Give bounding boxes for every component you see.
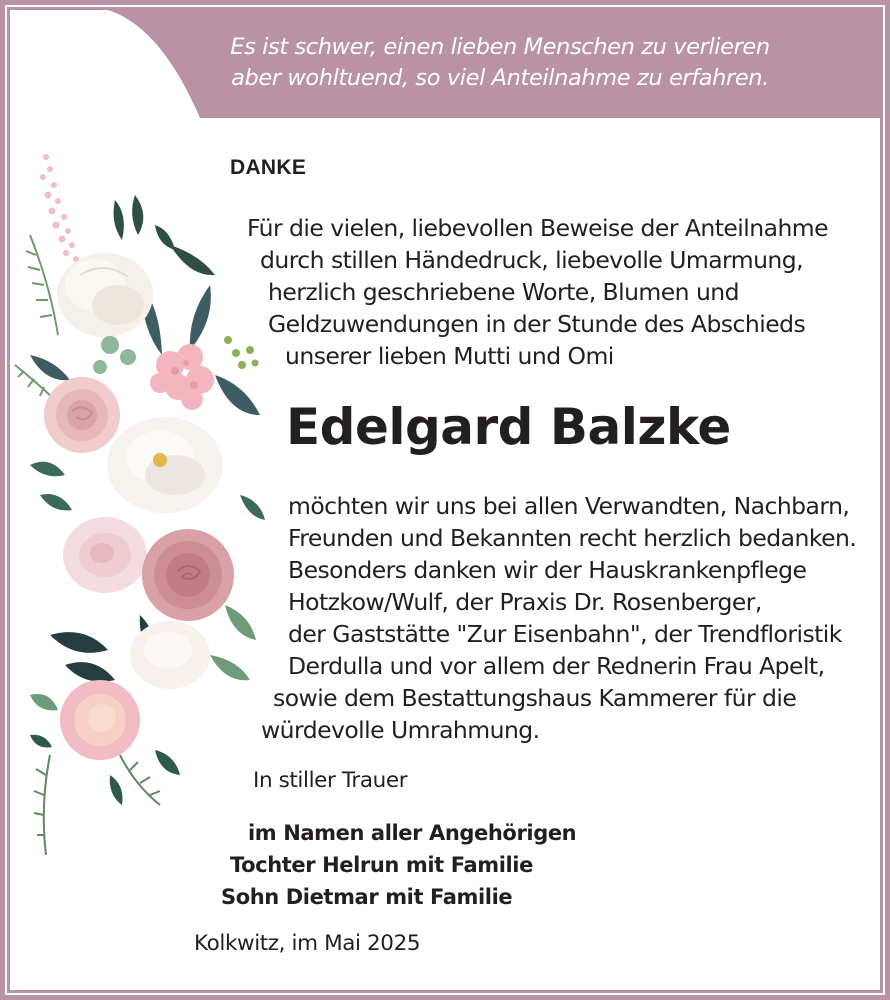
intro-line-2: durch stillen Händedruck, liebevolle Umarmung, [260, 246, 804, 274]
deceased-name: Edelgard Balzke [286, 398, 731, 456]
heading-danke: DANKE [230, 156, 307, 179]
intro-line-5: unserer lieben Mutti und Omi [285, 342, 614, 370]
place-date: Kolkwitz, im Mai 2025 [194, 931, 421, 956]
signatory-line-3: Sohn Dietmar mit Familie [221, 885, 513, 909]
thanks-line-7: sowie dem Bestattungshaus Kammerer für die [273, 684, 797, 712]
intro-line-3: herzlich geschriebene Worte, Blumen und [268, 278, 739, 306]
thanks-line-1: möchten wir uns bei allen Verwandten, Nachbarn, [288, 492, 850, 520]
thanks-line-8: würdevolle Umrahmung. [261, 716, 540, 744]
intro-line-4: Geldzuwendungen in der Stunde des Abschieds [268, 310, 806, 338]
notice-panel [10, 10, 880, 990]
signatory-line-1: im Namen aller Angehörigen [248, 821, 577, 845]
thanks-line-2: Freunden und Bekannten recht herzlich bedanken. [288, 524, 857, 552]
closing-text: In stiller Trauer [253, 768, 408, 793]
header-banner [10, 10, 880, 118]
banner-quote-line-2: aber wohltuend, so viel Anteilnahme zu erfahren. [231, 65, 769, 91]
intro-line-1: Für die vielen, liebevollen Beweise der Anteilnahme [247, 214, 829, 242]
thanks-line-5: der Gaststätte "Zur Eisenbahn", der Trendfloristik [288, 620, 842, 648]
floral-bouquet-icon [10, 135, 280, 875]
banner-quote-line-1: Es ist schwer, einen lieben Menschen zu verlieren [230, 34, 770, 60]
thanks-line-6: Derdulla und vor allem der Rednerin Frau Apelt, [288, 652, 825, 680]
banner-quote [210, 32, 790, 94]
thanks-line-3: Besonders danken wir der Hauskrankenpflege [288, 556, 807, 584]
signatory-line-2: Tochter Helrun mit Familie [230, 853, 533, 877]
thanks-line-4: Hotzkow/Wulf, der Praxis Dr. Rosenberger, [288, 588, 762, 616]
